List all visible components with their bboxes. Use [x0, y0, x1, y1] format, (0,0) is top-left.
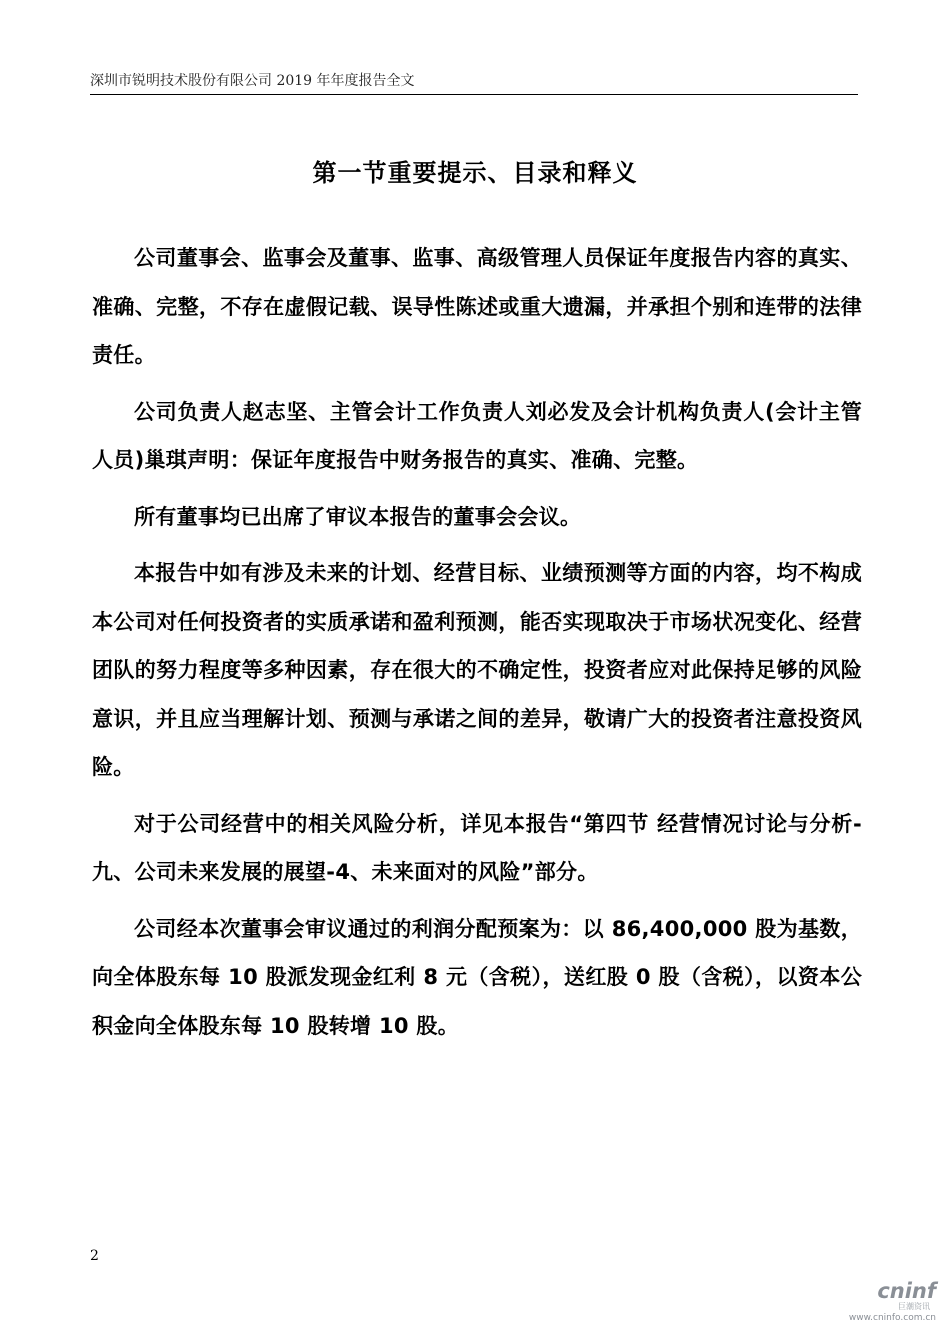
watermark-url: www.cninfo.com.cn	[848, 1313, 936, 1323]
document-body	[92, 234, 862, 1058]
header-rule	[90, 94, 858, 95]
paragraph-forward-looking: 本报告中如有涉及未来的计划、经营目标、业绩预测等方面的内容，均不构成本公司对任何投资者的实质承诺和盈利预测，能否实现取决于市场状况变化、经营团队的努力程度等多种因素，存在很大的不确定性，投资者应对此保持足够的风险意识，并且应当理解计划、预测与承诺之间的差异，敬请广大的投资者注意投资风险。	[92, 561, 862, 779]
paragraph-profit-distribution: 公司经本次董事会审议通过的利润分配预案为：以 86,400,000 股为基数，向全体股东每 10 股派发现金红利 8 元（含税），送红股 0 股（含税），以资本公积金向全体股东每 10 股转增 10 股。	[92, 916, 862, 1038]
watermark-logo: cninf	[877, 1279, 936, 1303]
cninfo-watermark	[836, 1280, 936, 1332]
paragraph-risk-analysis: 对于公司经营中的相关风险分析，详见本报告“第四节 经营情况讨论与分析-九、公司未来发展的展望-4、未来面对的风险”部分。	[92, 811, 862, 884]
paragraph-attendance: 所有董事均已出席了审议本报告的董事会会议。	[134, 504, 582, 529]
page-number: 2	[90, 1248, 99, 1264]
paragraph-responsible-persons: 公司负责人赵志坚、主管会计工作负责人刘必发及会计机构负责人(会计主管人员)巢琪声明：保证年度报告中财务报告的真实、准确、完整。	[92, 399, 862, 472]
section-title: 第一节重要提示、目录和释义	[312, 159, 638, 187]
page-header: 深圳市锐明技术股份有限公司 2019 年年度报告全文	[90, 73, 415, 89]
watermark-cn-text: 巨潮资讯	[898, 1302, 930, 1311]
paragraph-board-guarantee: 公司董事会、监事会及董事、监事、高级管理人员保证年度报告内容的真实、准确、完整，不存在虚假记载、误导性陈述或重大遗漏，并承担个别和连带的法律责任。	[92, 246, 862, 367]
